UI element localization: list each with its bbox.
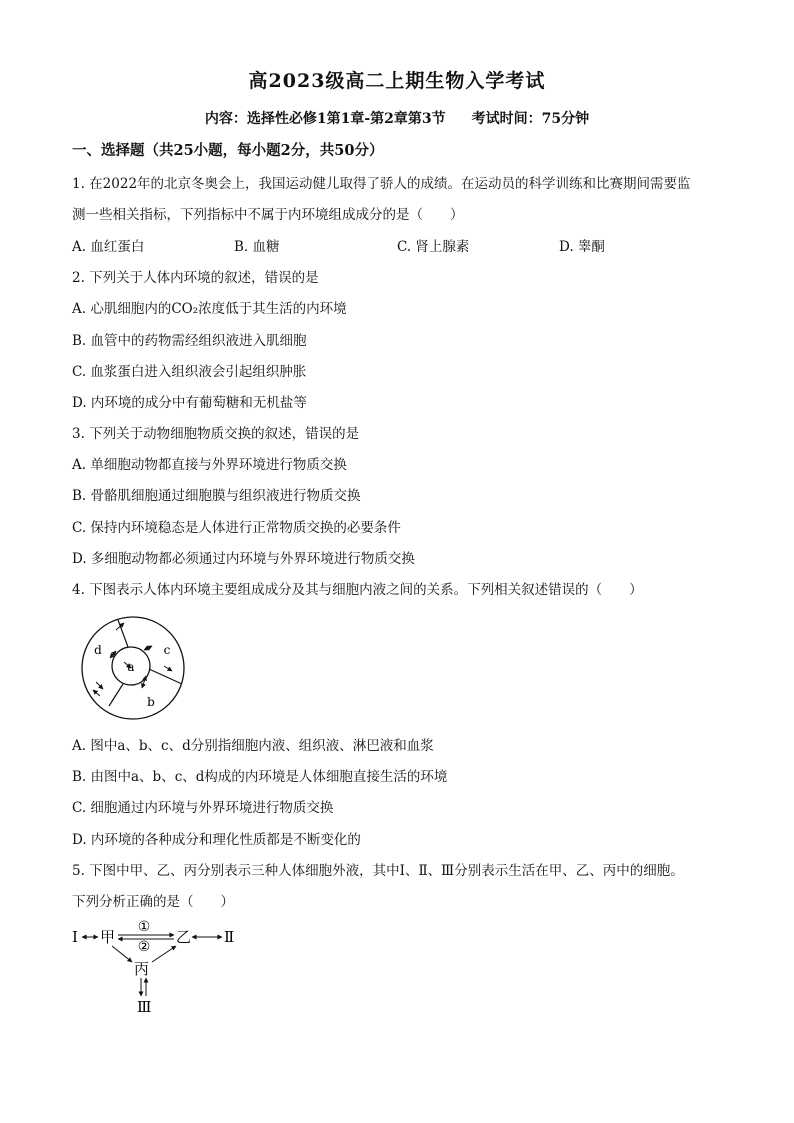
q2-option-b: B. 血管中的药物需经组织液进入肌细胞 — [72, 333, 307, 349]
q3-option-b: B. 骨骼肌细胞通过细胞膜与组织液进行物质交换 — [72, 488, 361, 504]
q1-stem-line1: 1. 在2022年的北京冬奥会上，我国运动健儿取得了骄人的成绩。在运动员的科学训练和比赛期间需要监 — [72, 176, 691, 192]
q4-option-a: A. 图中a、b、c、d分别指细胞内液、组织液、淋巴液和血浆 — [72, 738, 434, 754]
arrow-left-bottom — [96, 682, 103, 689]
q5-stem-line1: 5. 下图中甲、乙、丙分别表示三种人体细胞外液，其中Ⅰ、Ⅱ、Ⅲ分别表示生活在甲、乙、丙中的细胞。 — [72, 863, 684, 879]
arrow-jia-to-bing — [112, 946, 132, 962]
q1-option-d: D. 睾酮 — [559, 239, 605, 255]
label-b: b — [147, 695, 155, 709]
label-d: d — [94, 643, 102, 657]
q3-stem: 3. 下列关于动物细胞物质交换的叙述，错误的是 — [72, 426, 360, 442]
exam-content: 内容：选择性必修1第1章-第2章第3节 — [204, 111, 446, 127]
q4-option-b: B. 由图中a、b、c、d构成的内环境是人体细胞直接生活的环境 — [72, 769, 448, 785]
arrow-bing-to-yi — [152, 946, 176, 962]
node-III: Ⅲ — [137, 998, 152, 1016]
q3-option-a: A. 单细胞动物都直接与外界环境进行物质交换 — [72, 457, 347, 473]
label-a: a — [127, 660, 135, 674]
arrow-right-top — [144, 646, 152, 650]
node-I: Ⅰ — [72, 928, 78, 946]
label-c: c — [163, 643, 171, 657]
partition-bottom — [109, 684, 123, 706]
exam-info — [0, 108, 794, 128]
q4-body-fluid-diagram — [76, 614, 200, 722]
node-II: Ⅱ — [224, 928, 235, 946]
q1-stem-line2: 测一些相关指标，下列指标中不属于内环境组成成分的是（ ） — [72, 207, 464, 223]
q2-option-d: D. 内环境的成分中有葡萄糖和无机盐等 — [72, 395, 307, 411]
q2-option-a: A. 心肌细胞内的CO₂浓度低于其生活的内环境 — [72, 301, 347, 317]
exam-time: 考试时间：75分钟 — [471, 111, 590, 127]
q2-stem: 2. 下列关于人体内环境的叙述，错误的是 — [72, 270, 319, 286]
node-yi: 乙 — [176, 928, 192, 946]
label-1: ① — [137, 919, 151, 935]
label-2: ② — [137, 939, 151, 955]
arrow-left-bottom-2 — [93, 690, 100, 696]
q1-option-c: C. 肾上腺素 — [397, 239, 470, 255]
q4-option-c: C. 细胞通过内环境与外界环境进行物质交换 — [72, 800, 334, 816]
arrow-right-inner — [164, 666, 172, 671]
q5-fluid-relation-diagram — [68, 912, 244, 1016]
q5-stem-line2: 下列分析正确的是（ ） — [72, 894, 234, 910]
q4-option-d: D. 内环境的各种成分和理化性质都是不断变化的 — [72, 832, 361, 848]
page-title: 高2023级高二上期生物入学考试 — [248, 70, 546, 92]
q2-option-c: C. 血浆蛋白进入组织液会引起组织肿胀 — [72, 364, 307, 380]
partition-right — [149, 669, 182, 684]
q1-option-a: A. 血红蛋白 — [72, 239, 145, 255]
arrow-bottom — [142, 676, 146, 688]
node-bing: 丙 — [134, 960, 150, 978]
section-heading: 一、选择题（共25小题，每小题2分，共50分） — [72, 142, 384, 159]
q3-option-c: C. 保持内环境稳态是人体进行正常物质交换的必要条件 — [72, 520, 401, 536]
q3-option-d: D. 多细胞动物都必须通过内环境与外界环境进行物质交换 — [72, 551, 415, 567]
q4-stem: 4. 下图表示人体内环境主要组成成分及其与细胞内液之间的关系。下列相关叙述错误的（ ） — [72, 582, 643, 598]
node-jia: 甲 — [100, 928, 116, 946]
q1-option-b: B. 血糖 — [234, 239, 280, 255]
